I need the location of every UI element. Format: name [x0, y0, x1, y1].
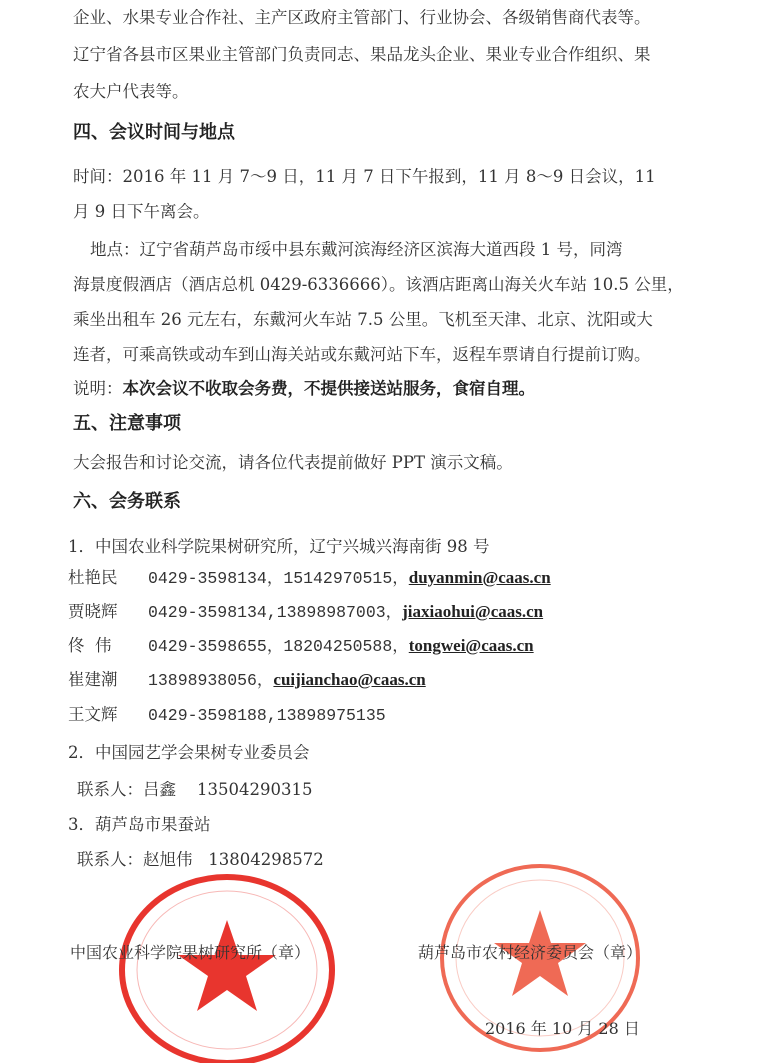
intro-line: 辽宁省各县市区果业主管部门负责同志、果品龙头企业、果业专业合作组织、果: [73, 45, 651, 64]
contact-name: 佟 伟: [68, 636, 112, 655]
star-icon: [178, 920, 276, 1011]
org3-contact: 联系人：赵旭伟 13804298572: [77, 850, 324, 869]
contact-row: [68, 704, 386, 727]
place-line: 海景度假酒店（酒店总机 0429-6336666）。该酒店距离山海关火车站 10.5 公里，: [73, 275, 684, 294]
contact-phones: 0429-3598134,13898987003，: [148, 603, 403, 622]
org2: 2．中国园艺学会果树专业委员会: [68, 743, 310, 762]
contact-name: 贾晓辉: [68, 602, 118, 621]
signature-date: 2016 年 10 月 28 日: [485, 1019, 640, 1038]
contact-phones: 13898938056，: [148, 671, 274, 690]
contact-phones: 0429-3598655，18204250588，: [148, 637, 409, 656]
left-signature: 中国农业科学院果树研究所（章）: [70, 943, 311, 962]
note-line: [73, 378, 535, 400]
intro-line: 企业、水果专业合作社、主产区政府主管部门、行业协会、各级销售商代表等。: [73, 8, 651, 27]
right-signature: 葫芦岛市农村经济委员会（章）: [418, 943, 643, 962]
time-line: 月 9 日下午离会。: [73, 202, 210, 221]
contact-row: [68, 669, 426, 692]
contact-row: [68, 567, 551, 590]
place-line: 乘坐出租车 26 元左右，东戴河火车站 7.5 公里。飞机至天津、北京、沈阳或大: [73, 310, 653, 329]
intro-line: 农大户代表等。: [73, 82, 189, 101]
section-heading: 五、注意事项: [73, 413, 181, 434]
note-label: 说明：: [73, 379, 123, 398]
contact-phones: 0429-3598134，15142970515，: [148, 569, 409, 588]
place-line: 连者，可乘高铁或动车到山海关站或东戴河站下车，返程车票请自行提前订购。: [73, 345, 651, 364]
org1: 1．中国农业科学院果树研究所，辽宁兴城兴海南街 98 号: [68, 537, 490, 556]
note-text: 本次会议不收取会务费，不提供接送站服务，食宿自理。: [122, 379, 535, 398]
contact-email[interactable]: jiaxiaohui@caas.cn: [402, 602, 544, 621]
time-line: 时间：2016 年 11 月 7～9 日，11 月 7 日下午报到，11 月 8～9 日会议，11: [73, 167, 656, 186]
contact-name: 王文辉: [68, 705, 118, 724]
contact-email[interactable]: duyanmin@caas.cn: [408, 568, 551, 587]
contact-name: 杜艳民: [68, 568, 118, 587]
section-heading: 六、会务联系: [73, 491, 181, 512]
section-heading: 四、会议时间与地点: [73, 122, 235, 143]
contact-email[interactable]: tongwei@caas.cn: [408, 636, 534, 655]
contact-row: [68, 635, 534, 658]
left-official-seal: [110, 865, 345, 1063]
place-line: 地点：辽宁省葫芦岛市绥中县东戴河滨海经济区滨海大道西段 1 号，同湾: [90, 240, 623, 259]
contact-row: [68, 601, 543, 624]
org2-contact: 联系人：吕鑫 13504290315: [77, 780, 313, 799]
contact-phones: 0429-3598188,13898975135: [148, 706, 386, 725]
org3: 3．葫芦岛市果蚕站: [68, 815, 211, 834]
contact-email[interactable]: cuijianchao@caas.cn: [273, 670, 426, 689]
section5-text: 大会报告和讨论交流，请各位代表提前做好 PPT 演示文稿。: [73, 453, 513, 472]
contact-name: 崔建潮: [68, 670, 118, 689]
